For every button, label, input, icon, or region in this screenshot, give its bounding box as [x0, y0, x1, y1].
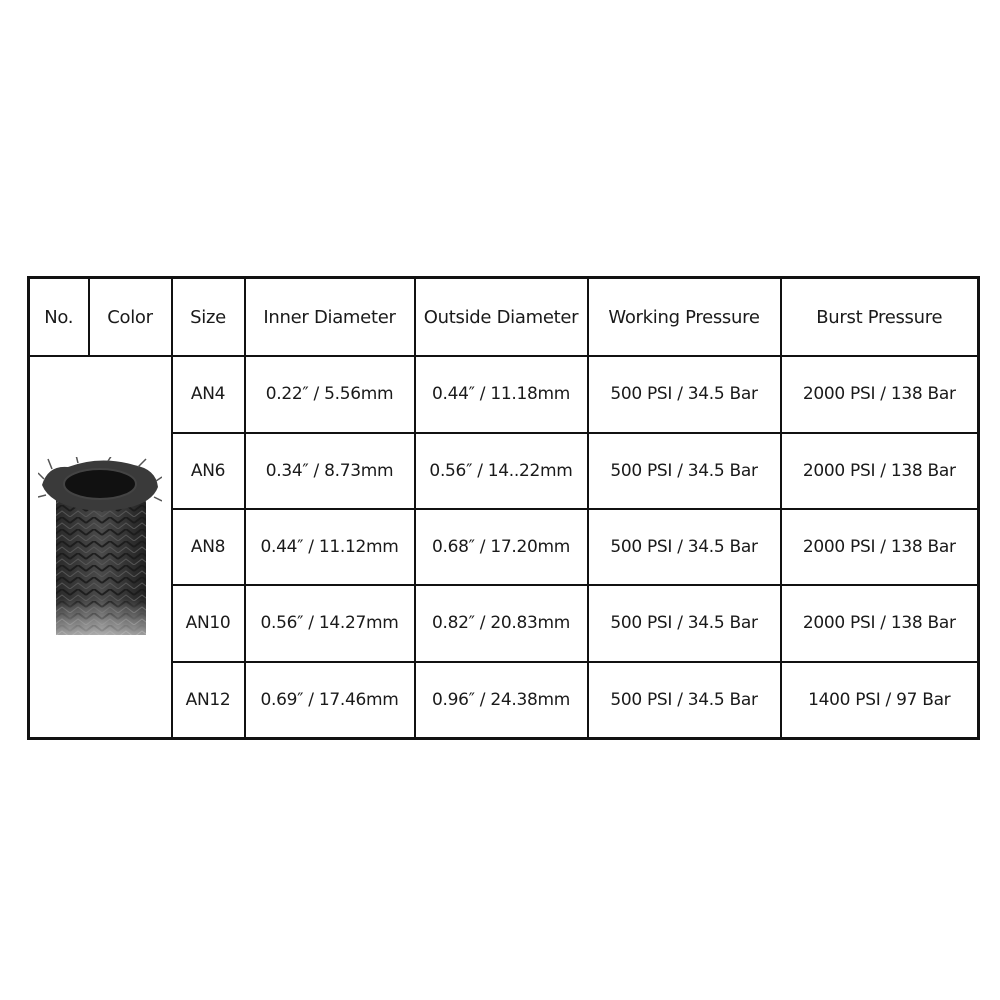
- header-burst-pressure: Burst Pressure: [781, 278, 979, 357]
- header-outside-diameter: Outside Diameter: [415, 278, 588, 357]
- working-pressure-cell: 500 PSI / 34.5 Bar: [588, 662, 781, 739]
- burst-pressure-cell: 2000 PSI / 138 Bar: [781, 356, 979, 432]
- header-working-pressure: Working Pressure: [588, 278, 781, 357]
- size-cell: AN6: [172, 433, 245, 509]
- braided-hose-image: [38, 457, 162, 637]
- outside-diameter-cell: 0.56″ / 14..22mm: [415, 433, 588, 509]
- table-header-row: [29, 278, 979, 357]
- inner-diameter-cell: 0.22″ / 5.56mm: [245, 356, 415, 432]
- size-cell: AN8: [172, 509, 245, 585]
- burst-pressure-cell: 2000 PSI / 138 Bar: [781, 585, 979, 661]
- size-cell: AN10: [172, 585, 245, 661]
- outside-diameter-cell: 0.44″ / 11.18mm: [415, 356, 588, 432]
- inner-diameter-cell: 0.56″ / 14.27mm: [245, 585, 415, 661]
- working-pressure-cell: 500 PSI / 34.5 Bar: [588, 509, 781, 585]
- working-pressure-cell: 500 PSI / 34.5 Bar: [588, 433, 781, 509]
- hose-spec-table: [27, 276, 980, 740]
- header-no: No.: [29, 278, 89, 357]
- inner-diameter-cell: 0.69″ / 17.46mm: [245, 662, 415, 739]
- outside-diameter-cell: 0.82″ / 20.83mm: [415, 585, 588, 661]
- hose-image-cell: [29, 356, 172, 738]
- header-inner-diameter: Inner Diameter: [245, 278, 415, 357]
- burst-pressure-cell: 1400 PSI / 97 Bar: [781, 662, 979, 739]
- outside-diameter-cell: 0.68″ / 17.20mm: [415, 509, 588, 585]
- outside-diameter-cell: 0.96″ / 24.38mm: [415, 662, 588, 739]
- burst-pressure-cell: 2000 PSI / 138 Bar: [781, 433, 979, 509]
- size-cell: AN4: [172, 356, 245, 432]
- working-pressure-cell: 500 PSI / 34.5 Bar: [588, 585, 781, 661]
- header-color: Color: [89, 278, 172, 357]
- inner-diameter-cell: 0.44″ / 11.12mm: [245, 509, 415, 585]
- working-pressure-cell: 500 PSI / 34.5 Bar: [588, 356, 781, 432]
- inner-diameter-cell: 0.34″ / 8.73mm: [245, 433, 415, 509]
- table-row: [29, 356, 979, 432]
- header-size: Size: [172, 278, 245, 357]
- burst-pressure-cell: 2000 PSI / 138 Bar: [781, 509, 979, 585]
- size-cell: AN12: [172, 662, 245, 739]
